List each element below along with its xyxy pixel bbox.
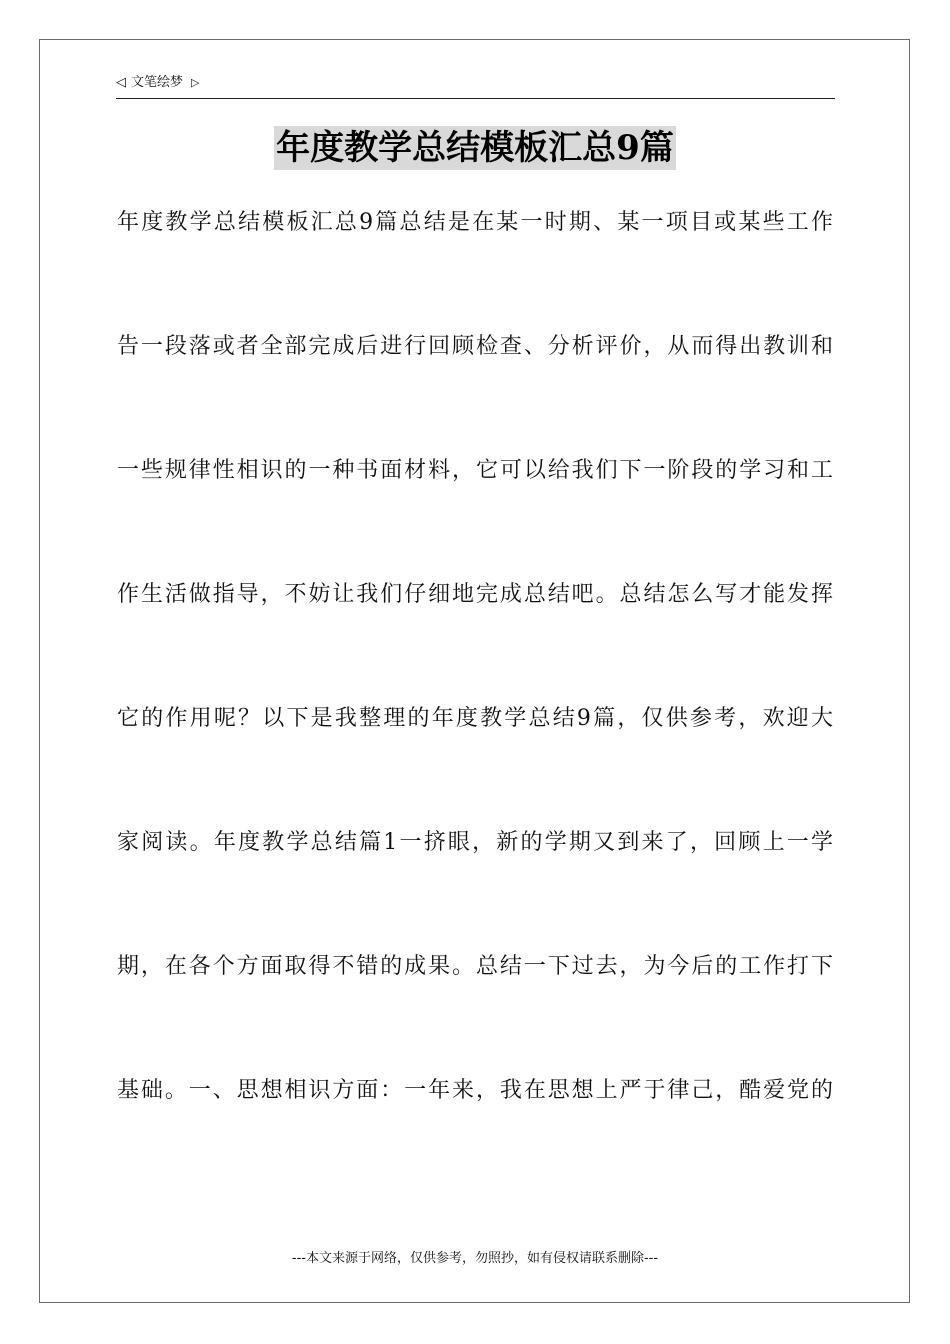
document-body [117,204,833,1196]
body-line: 基础。一、思想相识方面：一年来，我在思想上严于律己，酷爱党的 [117,1078,833,1103]
body-line: 期，在各个方面取得不错的成果。总结一下过去，为今后的工作打下 [117,954,833,979]
body-line: 家阅读。年度教学总结篇1一挤眼，新的学期又到来了，回顾上一学 [117,830,833,855]
page-header [116,74,835,99]
body-line: 年度教学总结模板汇总9篇总结是在某一时期、某一项目或某些工作 [117,210,833,235]
title-container [0,126,950,170]
left-triangle-icon: ◁ [116,75,126,90]
header-brand: 文笔绘梦 [131,75,184,90]
page-footer: ---本文来源于网络，仅供参考，勿照抄，如有侵权请联系删除--- [291,1251,659,1266]
body-line: 一些规律性相识的一种书面材料，它可以给我们下一阶段的学习和工 [117,458,833,483]
body-line: 作生活做指导，不妨让我们仔细地完成总结吧。总结怎么写才能发挥 [117,582,833,607]
body-line: 它的作用呢？以下是我整理的年度教学总结9篇，仅供参考，欢迎大 [117,706,833,731]
body-line: 告一段落或者全部完成后进行回顾检查、分析评价，从而得出教训和 [117,334,833,359]
document-title: 年度教学总结模板汇总9篇 [276,128,674,168]
right-triangle-icon: ▷ [191,76,200,89]
